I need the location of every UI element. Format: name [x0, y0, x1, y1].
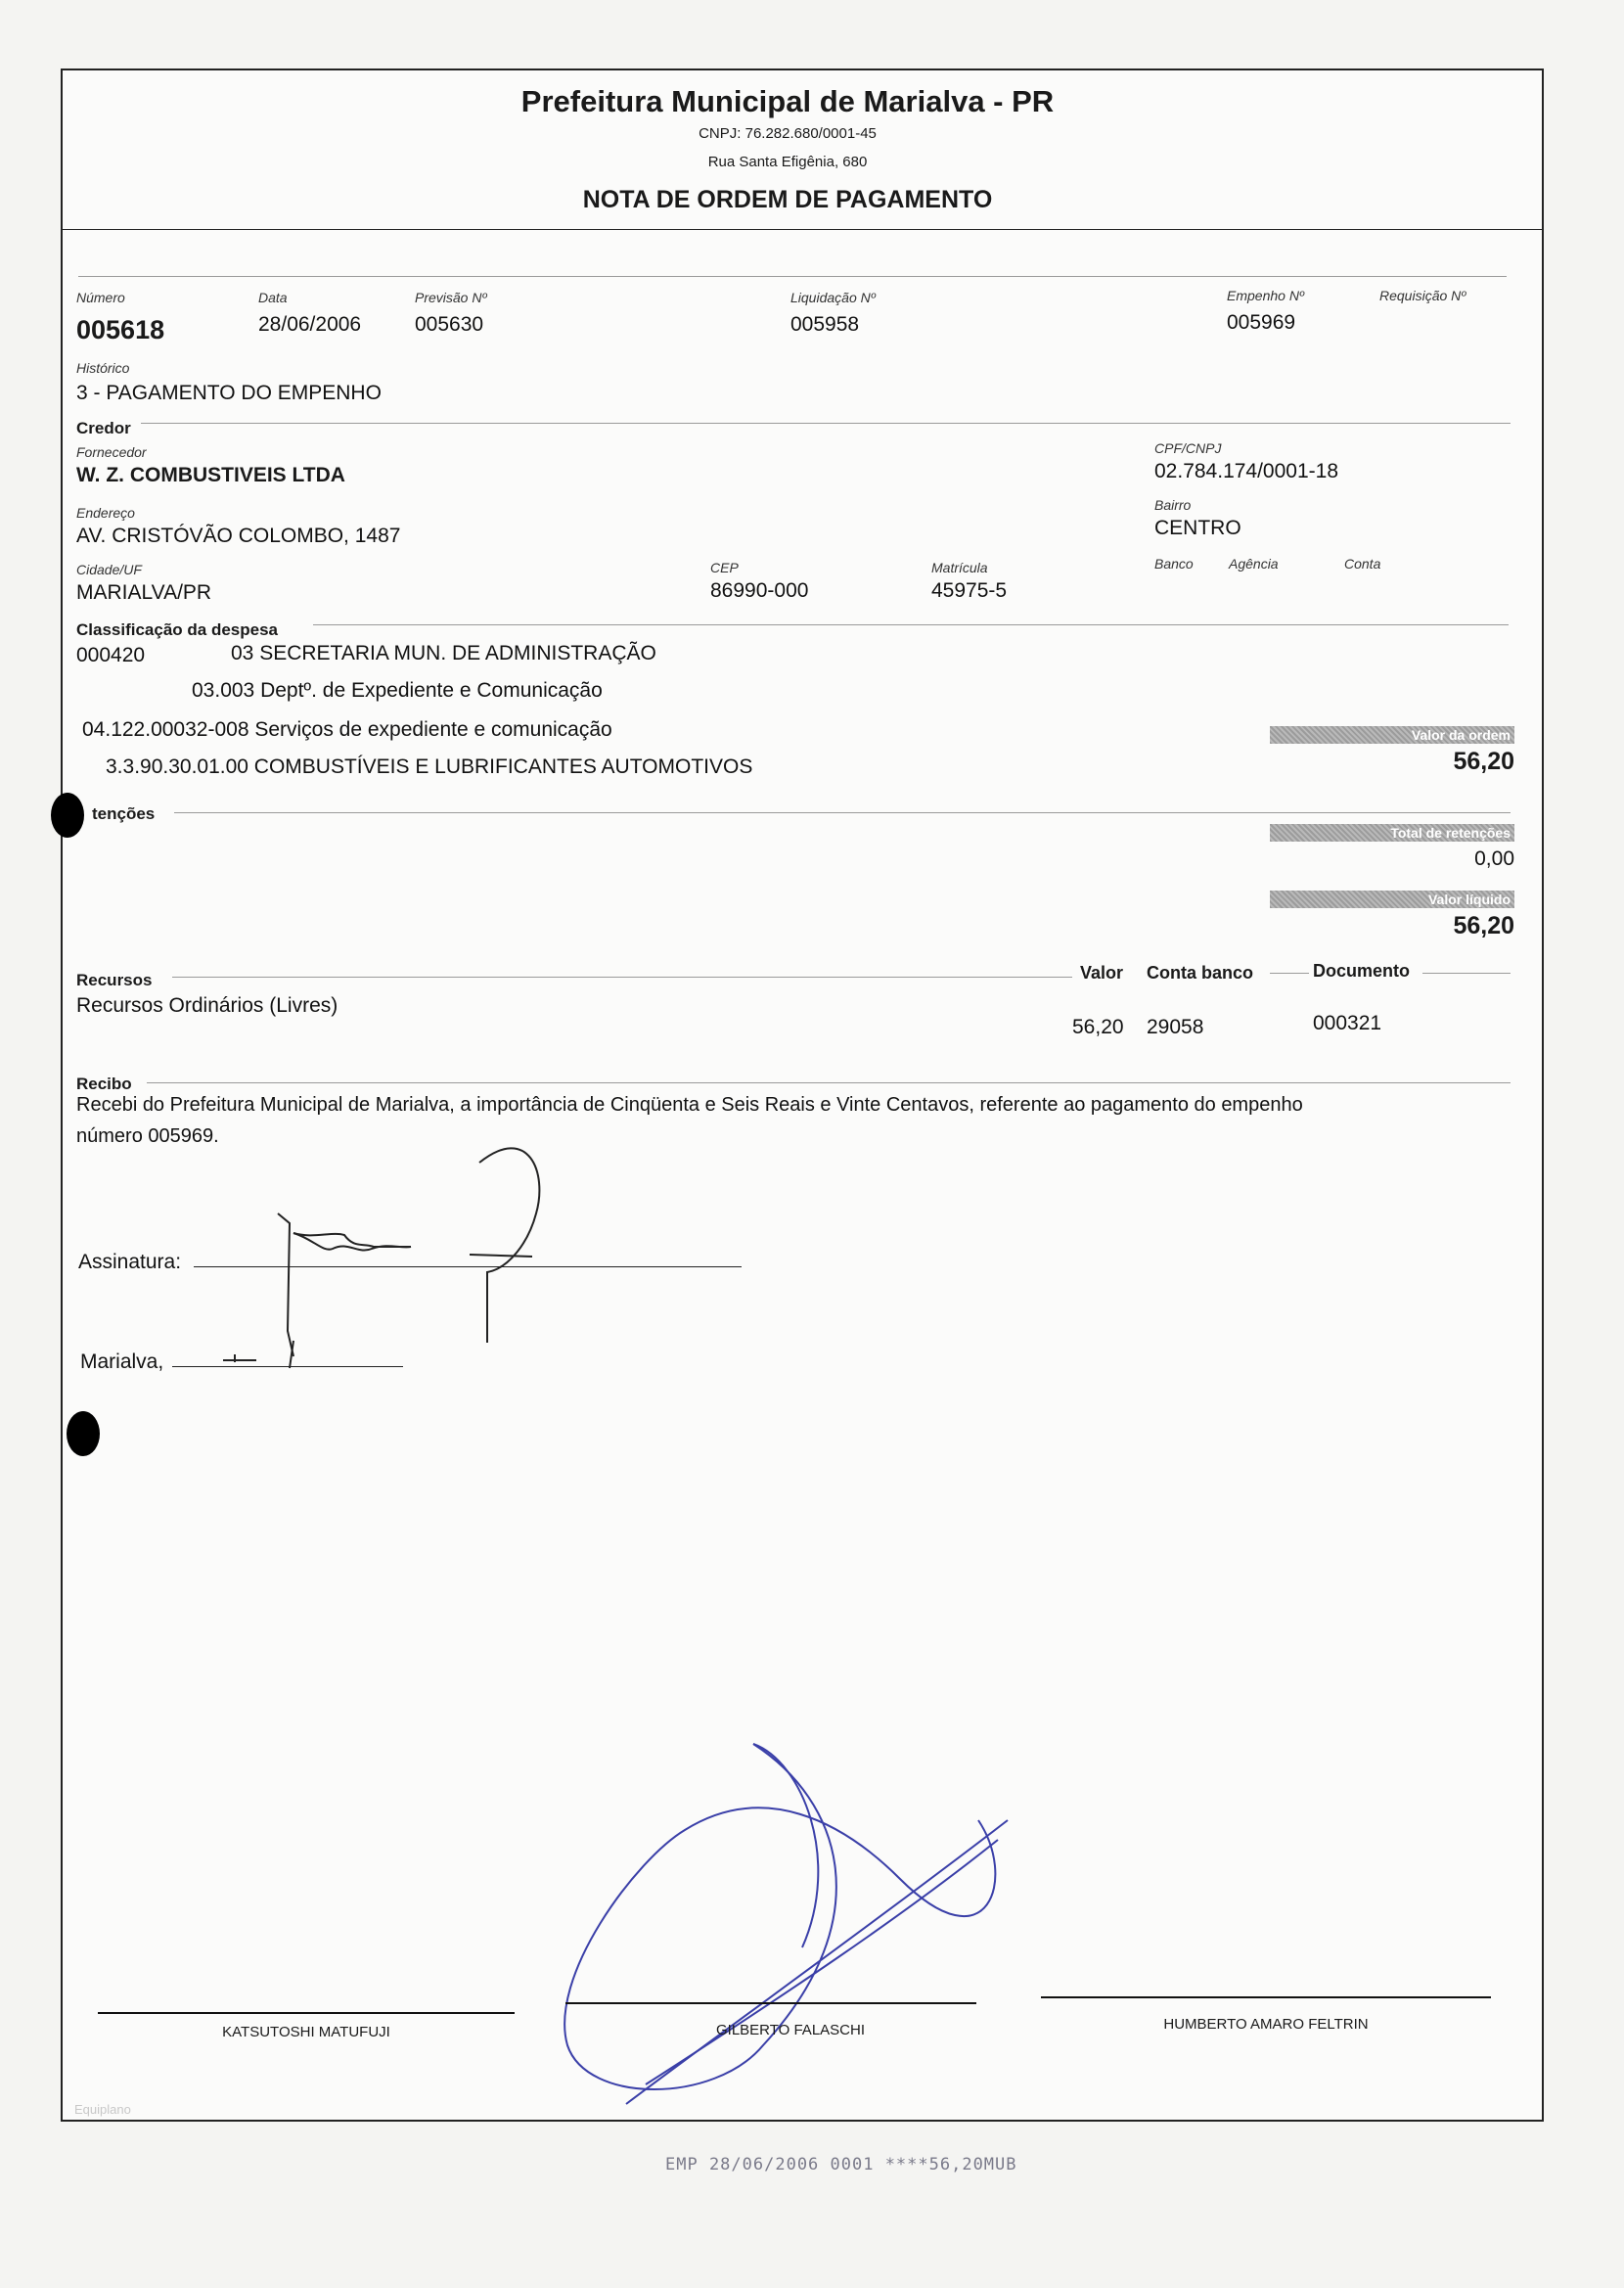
recibo-text-line2: número 005969. [76, 1125, 219, 1147]
footer-brand: Equiplano [74, 2102, 131, 2117]
cnpj-text: CNPJ: 76.282.680/0001-45 [699, 125, 877, 142]
matricula-value: 45975-5 [931, 579, 1008, 602]
requisicao-label: Requisição Nº [1379, 288, 1466, 303]
valor-ordem-label: Valor da ordem [1270, 726, 1514, 744]
endereco-label: Endereço [76, 505, 135, 521]
data-label: Data [258, 290, 288, 305]
address-text: Rua Santa Efigênia, 680 [707, 154, 868, 170]
signature-line-3 [1041, 1996, 1491, 1998]
cpf-value: 02.784.174/0001-18 [1154, 460, 1339, 482]
recibo-section: Recibo [76, 1075, 132, 1093]
classificacao-code: 000420 [76, 644, 146, 666]
recursos-desc: Recursos Ordinários (Livres) [76, 994, 338, 1017]
signature-line-1 [98, 2012, 515, 2014]
cep-value: 86990-000 [710, 579, 809, 602]
liquidacao-value: 005958 [790, 313, 860, 336]
valor-ordem-value: 56,20 [1453, 748, 1514, 775]
valor-liquido-label: Valor líquido [1270, 891, 1514, 908]
valor-header: Valor [1080, 963, 1124, 983]
data-value: 28/06/2006 [258, 313, 362, 336]
cidade-label: Cidade/UF [76, 562, 142, 577]
classificacao-line3: 04.122.00032-008 Serviços de expediente e comunicação [82, 718, 612, 741]
punch-hole [67, 1411, 100, 1456]
signatory-2: GILBERTO FALASCHI [716, 2022, 865, 2038]
cidade-value: MARIALVA/PR [76, 581, 212, 604]
numero-value: 005618 [76, 315, 165, 344]
total-retencoes-value: 0,00 [1474, 847, 1514, 870]
assinatura-label: Assinatura: [78, 1251, 182, 1273]
previsao-value: 005630 [415, 313, 484, 336]
conta-label: Conta [1344, 556, 1381, 572]
recursos-section: Recursos [76, 971, 153, 989]
total-retencoes-label: Total de retenções [1270, 824, 1514, 842]
validation-stamp: EMP 28/06/2006 0001 ****56,20MUB [665, 2155, 1017, 2174]
recursos-documento: 000321 [1313, 1012, 1382, 1034]
banco-label: Banco [1154, 556, 1194, 572]
signatory-3: HUMBERTO AMARO FELTRIN [1163, 2016, 1369, 2033]
empenho-label: Empenho Nº [1227, 288, 1305, 303]
liquidacao-label: Liquidação Nº [790, 290, 876, 305]
numero-label: Número [76, 290, 125, 305]
recursos-valor: 56,20 [1072, 1016, 1124, 1038]
cep-label: CEP [710, 560, 739, 575]
bairro-label: Bairro [1154, 497, 1192, 513]
cpf-label: CPF/CNPJ [1154, 440, 1222, 456]
recibo-signature [223, 1148, 539, 1368]
signature-line-2 [565, 2002, 976, 2004]
valor-liquido-value: 56,20 [1453, 912, 1514, 939]
historico-value: 3 - PAGAMENTO DO EMPENHO [76, 382, 382, 404]
empenho-value: 005969 [1227, 311, 1296, 334]
fornecedor-label: Fornecedor [76, 444, 147, 460]
endereco-value: AV. CRISTÓVÃO COLOMBO, 1487 [76, 525, 401, 547]
classificacao-section: Classificação da despesa [76, 620, 279, 639]
credor-section: Credor [76, 419, 131, 437]
retencoes-section: tenções [92, 804, 156, 823]
bairro-value: CENTRO [1154, 517, 1241, 539]
bottom-signature [564, 1744, 1008, 2104]
previsao-label: Previsão Nº [415, 290, 487, 305]
agencia-label: Agência [1229, 556, 1279, 572]
documento-header: Documento [1313, 961, 1410, 981]
classificacao-line2: 03.003 Deptº. de Expediente e Comunicação [192, 679, 603, 702]
local-label: Marialva, [80, 1350, 164, 1373]
signatory-1: KATSUTOSHI MATUFUJI [222, 2024, 390, 2040]
conta-banco-header: Conta banco [1147, 963, 1254, 983]
recursos-conta: 29058 [1147, 1016, 1204, 1038]
matricula-label: Matrícula [931, 560, 988, 575]
page-title: Prefeitura Municipal de Marialva - PR [520, 84, 1055, 118]
document-title: NOTA DE ORDEM DE PAGAMENTO [582, 186, 993, 213]
fornecedor-value: W. Z. COMBUSTIVEIS LTDA [76, 464, 345, 486]
historico-label: Histórico [76, 360, 130, 376]
recibo-text-line1: Recebi do Prefeitura Municipal de Marialva, a importância de Cinqüenta e Seis Reais e Vinte Centavos, referente ao pagamento do empenho [76, 1094, 1303, 1116]
classificacao-line1: 03 SECRETARIA MUN. DE ADMINISTRAÇÃO [231, 642, 656, 664]
classificacao-line4: 3.3.90.30.01.00 COMBUSTÍVEIS E LUBRIFICANTES AUTOMOTIVOS [106, 755, 753, 778]
